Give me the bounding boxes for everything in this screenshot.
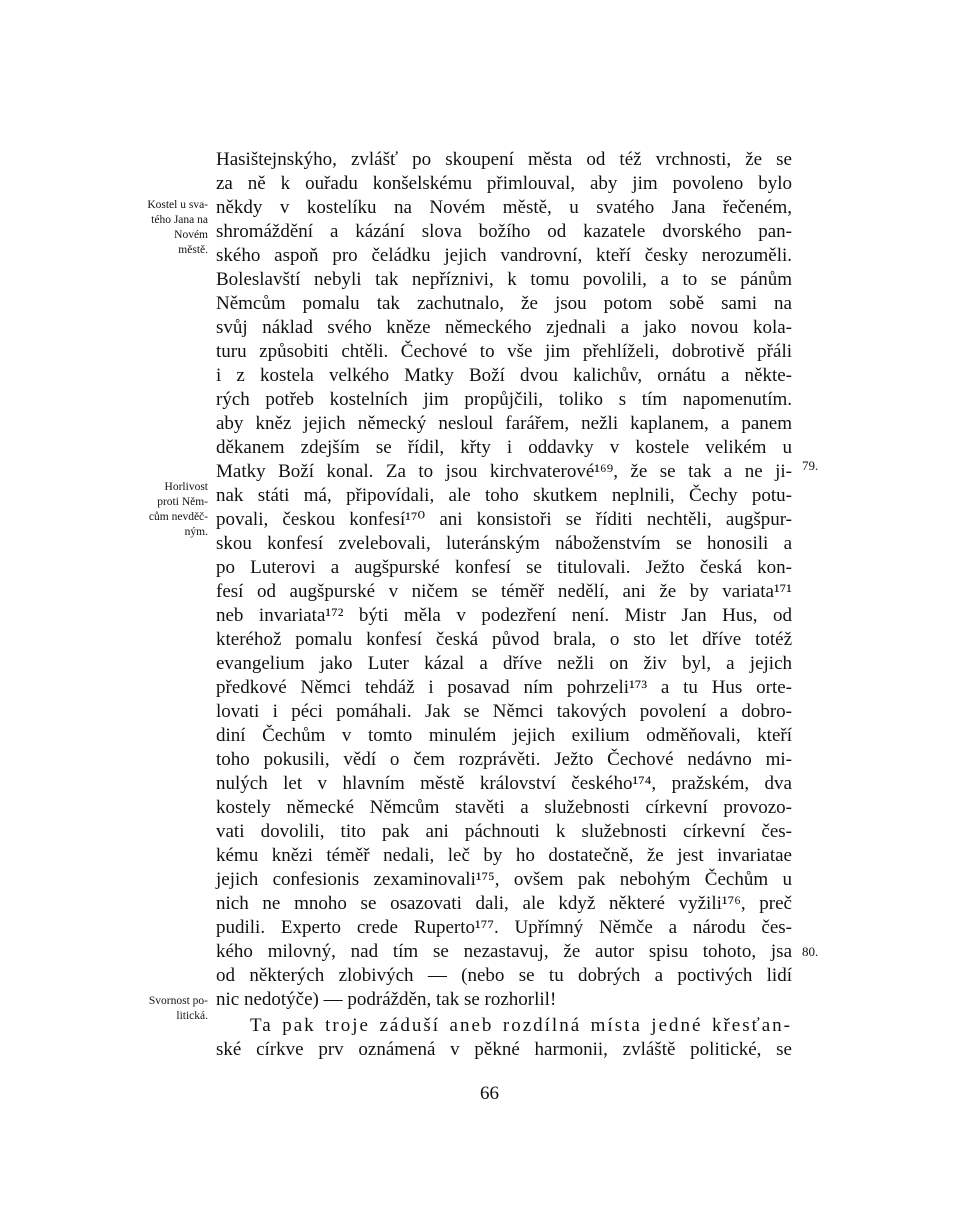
marginal-number: 79. xyxy=(802,458,819,473)
text-line: turu způsobiti chtěli. Čechové to vše jim přehlíželi, dobrotivě přáli xyxy=(216,341,792,362)
margin-note-line: Svornost po- xyxy=(148,995,208,1007)
text-line: lovati i péci pomáhali. Jak se Němci takových povolení a dobro- xyxy=(216,701,792,722)
text-line: Němcům pomalu tak zachutnalo, že jsou potom sobě sami na xyxy=(216,293,792,314)
margin-note-line: litická. xyxy=(176,1010,208,1022)
text-line: děkanem zdejším se řídil, křty i oddavky v kostele velikém u xyxy=(216,437,792,458)
text-line: vati dovolili, tito pak ani páchnouti k služebnosti církevní čes- xyxy=(216,821,792,842)
margin-note-line: cům nevděč- xyxy=(148,511,208,523)
margin-note-line: Horlivost xyxy=(164,481,208,493)
text-line: nulých let v hlavním městě království českého¹⁷⁴, pražském, dva xyxy=(216,773,792,794)
text-line: nich ne mnoho se osazovati dali, ale když některé vyžili¹⁷⁶, preč xyxy=(216,893,792,914)
text-line: za ně k ouřadu konšelskému přimlouval, aby jim povoleno bylo xyxy=(216,173,792,194)
text-line: předkové Němci tehdáž i posavad ním pohrzeli¹⁷³ a tu Hus orte- xyxy=(216,677,792,698)
text-line: ské církve prv oznámená v pěkné harmonii, zvláště politické, se xyxy=(216,1039,792,1060)
text-line: ského aspoň pro čeládku jejich vandrovní, kteří česky nerozuměli. xyxy=(216,245,792,266)
text-line: diní Čechům v tomto minulém jejich exilium odměňovali, kteří xyxy=(216,725,792,746)
text-line: Matky Boží konal. Za to jsou kirchvaterové¹⁶⁹, že se tak a ne ji- xyxy=(216,461,792,482)
margin-note-line: Kostel u sva- xyxy=(147,199,208,211)
text-line: jejich confesionis zexaminovali¹⁷⁵, ovšem pak nebohým Čechům u xyxy=(216,869,792,890)
margin-note-line: tého Jana na xyxy=(151,214,208,226)
text-line: evangelium jako Luter kázal a dříve nežli on živ byl, a jejich xyxy=(216,653,792,674)
margin-note-line: městě. xyxy=(178,244,208,256)
text-line: někdy v kostelíku na Novém městě, u svatého Jana řečeném, xyxy=(216,197,792,218)
page-number: 66 xyxy=(480,1083,499,1104)
margin-note-line: Novém xyxy=(174,229,208,241)
text-line: svůj náklad svého kněze německého zjednali a jako novou kola- xyxy=(216,317,792,338)
margin-note-svornost xyxy=(108,994,208,1024)
text-line: Hasištejnskýho, zvlášť po skoupení města od též vrchnosti, že se xyxy=(216,149,792,170)
margin-note-horlivost xyxy=(108,480,208,540)
marginal-number: 80. xyxy=(802,944,819,959)
text-line: od některých zlobivých — (nebo se tu dobrých a poctivých lidí xyxy=(216,965,792,986)
text-line: nic nedotýče) — podrážděn, tak se rozhorlil! xyxy=(216,989,557,1010)
text-line: nak státi má, připovídali, ale toho skutkem neplnili, Čechy potu- xyxy=(216,485,792,506)
text-line: i z kostela velkého Matky Boží dvou kalichův, ornátu a někte- xyxy=(216,365,792,386)
text-line: povali, českou konfesí¹⁷⁰ ani konsistoři se říditi nechtěli, augšpur- xyxy=(216,509,792,530)
text-line: shromáždění a kázání slova božího od kazatele dvorského pan- xyxy=(216,221,792,242)
margin-note-line: ným. xyxy=(184,526,208,538)
text-line: kého milovný, nad tím se nezastavuj, že autor spisu tohoto, jsa xyxy=(216,941,792,962)
text-line: rých potřeb kostelních jim propůjčili, toliko s tím napomenutím. xyxy=(216,389,792,410)
text-line: toho pokusili, vědí o čem rozprávěti. Ježto Čechové nedávno mi- xyxy=(216,749,792,770)
margin-note-kostel xyxy=(108,198,208,258)
text-line: kostely německé Němcům stavěti a služebnosti církevní provozo- xyxy=(216,797,792,818)
margin-note-line: proti Něm- xyxy=(157,496,208,508)
text-line: kteréhož pomalu konfesí česká původ brala, o sto let dříve totéž xyxy=(216,629,792,650)
text-line: pudili. Experto crede Ruperto¹⁷⁷. Upřímný Němče a národu čes- xyxy=(216,917,792,938)
text-line: Boleslavští nebyli tak nepříznivi, k tomu povolili, a to se pánům xyxy=(216,269,792,290)
text-line: aby kněz jejich německý nesloul farářem, nežli kaplanem, a panem xyxy=(216,413,792,434)
text-line: Ta pak troje záduší aneb rozdílná místa jedné křesťan- xyxy=(250,1015,792,1036)
text-line: kému knězi téměř nedali, leč by ho dostatečně, že jest invariatae xyxy=(216,845,792,866)
text-line: po Luterovi a augšpurské konfesí se titulovali. Ježto česká kon- xyxy=(216,557,792,578)
text-line: skou konfesí zvelebovali, luteránským náboženstvím se honosili a xyxy=(216,533,792,554)
text-line: fesí od augšpurské v ničem se téměř nedělí, ani že by variata¹⁷¹ xyxy=(216,581,792,602)
text-line: neb invariata¹⁷² býti měla v podezření není. Mistr Jan Hus, od xyxy=(216,605,792,626)
